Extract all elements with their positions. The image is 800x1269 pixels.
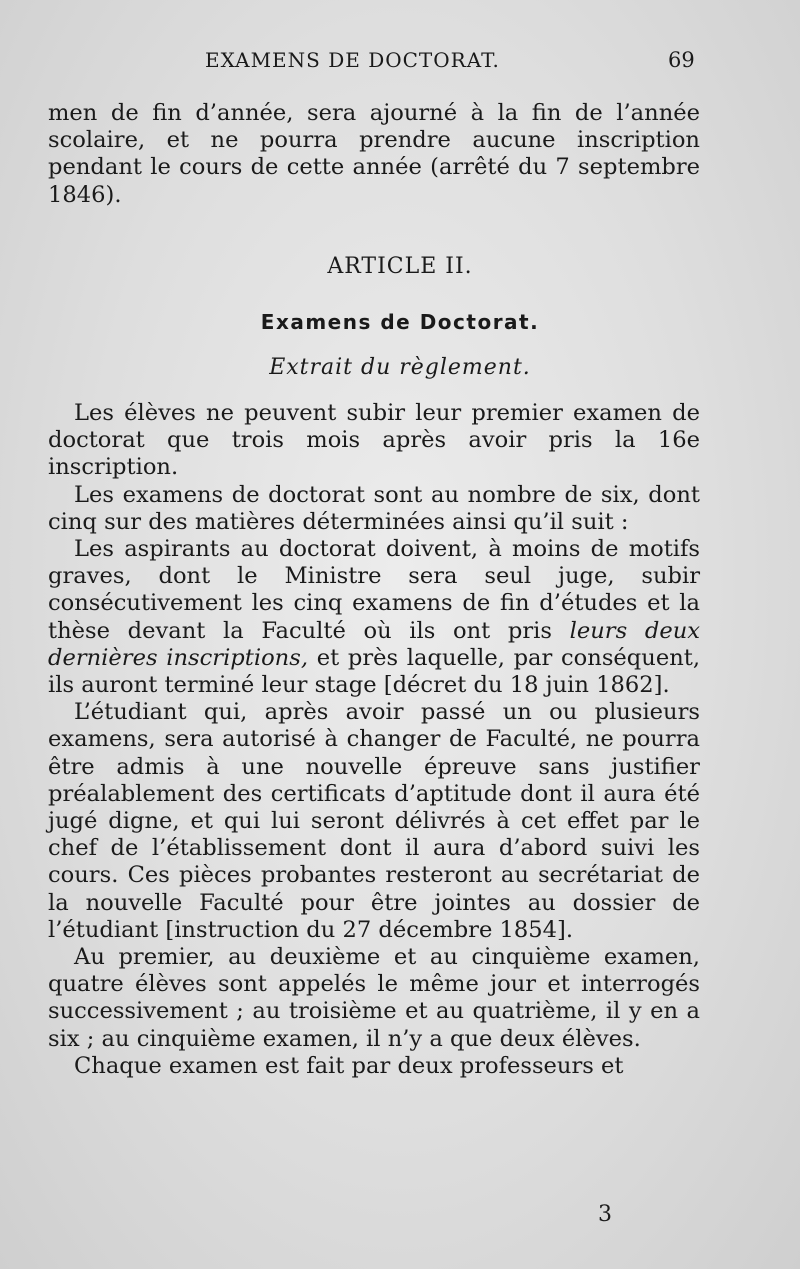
section-heading: Examens de Doctorat. [260, 310, 540, 334]
subheading: Extrait du règlement. [269, 355, 531, 380]
paragraph-exam-groups: Au premier, au deuxième et au cinquième examen, quatre élèves sont appelés le même jour et interrogés successivement ; au troisième et au quatrième, il y en a six ; au cinquième examen, il n’y a que deux élèves. [48, 944, 700, 1052]
signature-mark: 3 [598, 1202, 612, 1227]
paragraph-aspirants-italic: leurs deux dernières inscriptions, [48, 617, 700, 671]
paragraph-number-of-exams: Les examens de doctorat sont au nombre de six, dont cinq sur des matières déterminées ainsi qu’il suit : [48, 481, 700, 535]
continuation-block [48, 100, 700, 209]
continuation-paragraph: men de fin d’année, sera ajourné à la fin de l’année scolaire, et ne pourra prendre aucune inscription pendant le cours de cette année (arrêté du 7 septembre 1846). [48, 100, 700, 208]
paragraph-examiners: Chaque examen est fait par deux professeurs et [74, 1052, 624, 1079]
running-head [0, 48, 800, 78]
paragraph-first-exam: Les élèves ne peuvent subir leur premier examen de doctorat que trois mois après avoir pris la 16e inscription. [48, 400, 700, 481]
running-title: EXAMENS DE DOCTORAT. [205, 48, 500, 72]
paragraph-aspirants-tail: et près laquelle, par conséquent, ils auront terminé leur stage [décret du 18 juin 1862]. [48, 644, 701, 699]
paragraph-aspirants [48, 536, 700, 699]
article-heading: ARTICLE II. [327, 254, 473, 279]
paragraph-aspirants-text: Les aspirants au doctorat doivent, à moins de motifs graves, dont le Ministre sera seul juge, subir consécutivement les cinq examens de fin d’études et la thèse devant la Faculté où ils ont pris [48, 536, 700, 644]
regulation-text [48, 400, 700, 1080]
paragraph-change-faculty: L’étudiant qui, après avoir passé un ou plusieurs examens, sera autorisé à changer de Faculté, ne pourra être admis à une nouvelle épreuve sans justifier préalablement des certificats d’aptitude dont il aura été jugé digne, et qui lui seront délivrés à cet effet par le chef de l’établissement dont il aura d’abord suivi les cours. Ces pièces probantes resteront au secrétariat de la nouvelle Faculté pour être jointes au dossier de l’étudiant [instruction du 27 décembre 1854]. [48, 699, 700, 943]
page-number: 69 [668, 48, 695, 72]
